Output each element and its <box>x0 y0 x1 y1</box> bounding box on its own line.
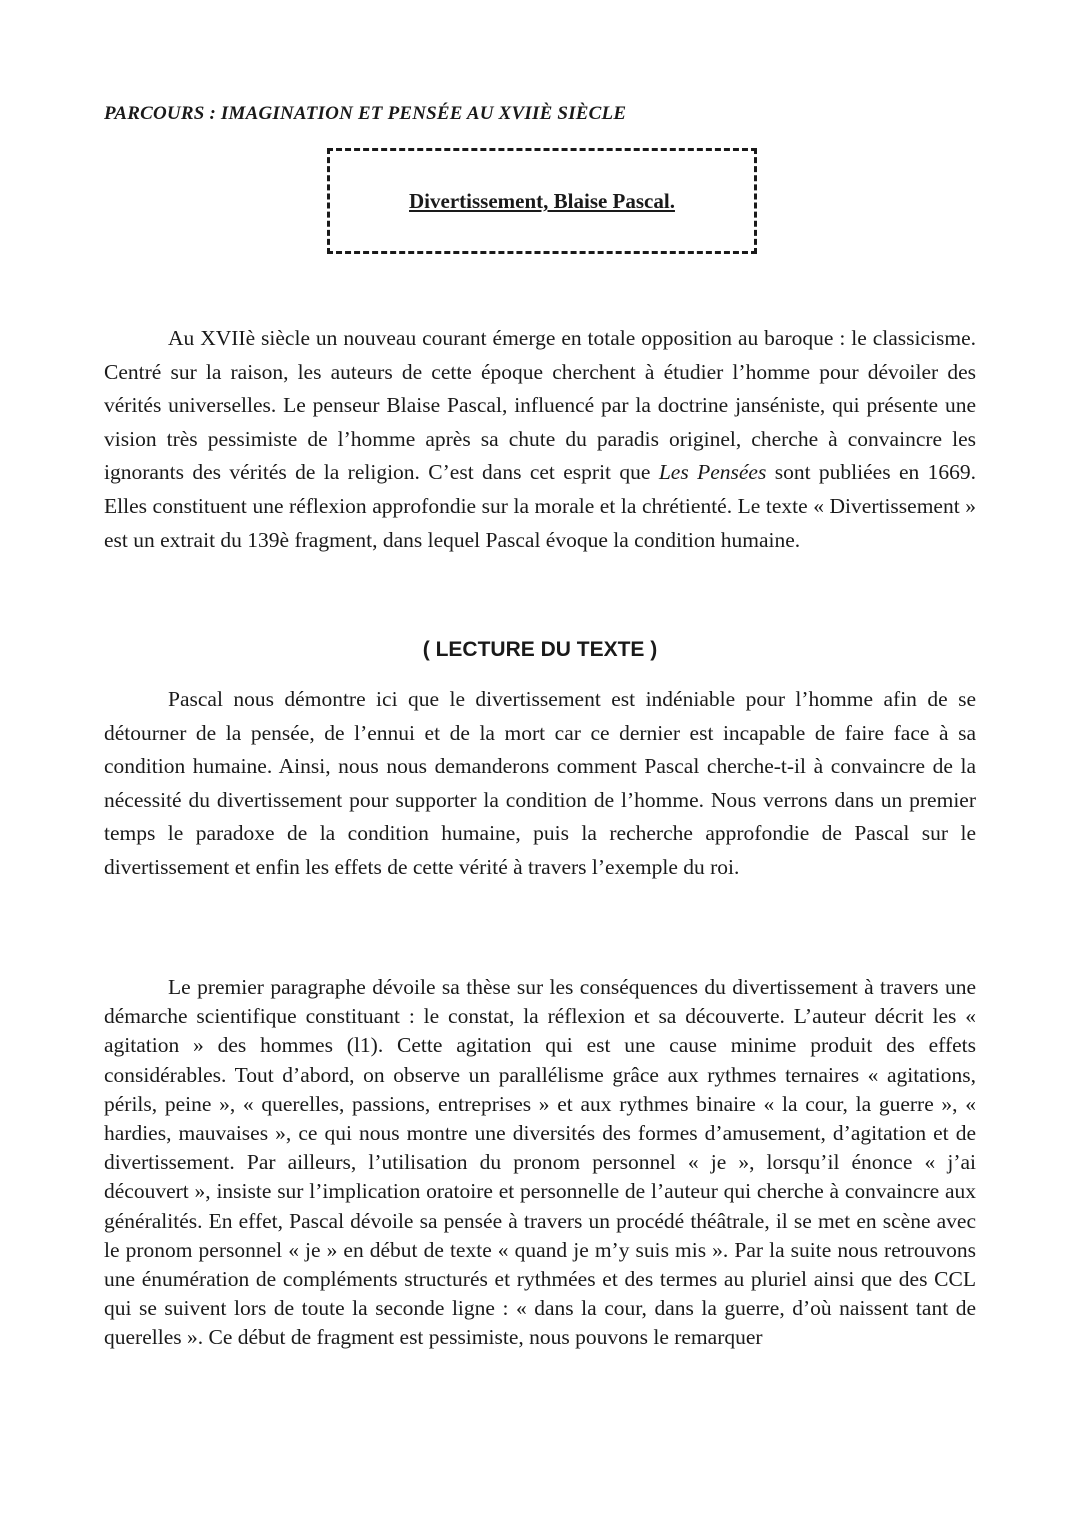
analysis-paragraph: Le premier paragraphe dévoile sa thèse sur les conséquences du divertissement à travers une démarche scientifique constituant : le constat, la réflexion et sa découverte. L’auteur décrit les « agitation » des hommes (l1). Cette agitation qui est une cause minime produit des effets considérables. Tout d’abord, on observe un parallélisme grâce aux rythmes ternaires « agitations, périls, peine », « querelles, passions, entreprises » et aux rythmes binaire « la cour, la guerre », « hardies, mauvaises », ce qui nous montre une diversités des formes d’amusement, d’agitation et de divertissement. Par ailleurs, l’utilisation du pronom personnel « je », lorsqu’il énonce « j’ai découvert », insiste sur l’implication oratoire et personnelle de l’auteur qui cherche à convaincre aux généralités. En effet, Pascal dévoile sa pensée à travers un procédé théâtrale, il se met en scène avec le pronom personnel « je » en début de texte « quand je m’y suis mis ». Par la suite nous retrouvons une énumération de compléments structurés et rythmées et des termes au pluriel ainsi que des CCL qui se suivent lors de toute la seconde ligne : « dans la cour, dans la guerre, d’où naissent tant de querelles ». Ce début de fragment est pessimiste, nous pouvons le remarquer <box>104 975 976 1350</box>
document-title: Divertissement, Blaise Pascal. <box>409 189 675 213</box>
title-box <box>327 148 757 254</box>
problematique-paragraph: Pascal nous démontre ici que le divertissement est indéniable pour l’homme afin de se détourner de la pensée, de l’ennui et de la mort car ce dernier est incapable de faire face à sa condition humaine. Ainsi, nous nous demanderons comment Pascal cherche-t-il à convaincre de la nécessité du divertissement pour supporter la condition de l’homme. Nous verrons dans un premier temps le paradoxe de la condition humaine, puis la recherche approfondie de Pascal sur le divertissement et enfin les effets de cette vérité à travers l’exemple du roi. <box>104 687 976 879</box>
intro-text-part1: Au XVIIè siècle un nouveau courant émerge en totale opposition au baroque : le classicisme. Centré sur la raison, les auteurs de cette époque cherchent à étudier l’homme pour dévoiler des vérités universelles. Le penseur Blaise Pascal, influencé par la doctrine janséniste, qui présente une vision très pessimiste de l’homme après sa chute du paradis originel, cherche à convaincre les ignorants des vérités de la religion. C’est dans cet esprit que <box>104 326 976 485</box>
lecture-heading: ( LECTURE DU TEXTE ) <box>422 638 658 661</box>
book-title: Les Pensées <box>658 460 767 485</box>
parcours-heading: PARCOURS : IMAGINATION ET PENSÉE AU XVIIÈ SIÈCLE <box>104 103 627 124</box>
intro-text-part2: sont publiées en 1669. Elles constituent une réflexion approfondie sur la morale et la chrétienté. Le texte « Divertissement » est un extrait du 139è fragment, dans lequel Pascal évoque la condition humaine. <box>104 460 976 552</box>
intro-paragraph <box>104 322 976 557</box>
